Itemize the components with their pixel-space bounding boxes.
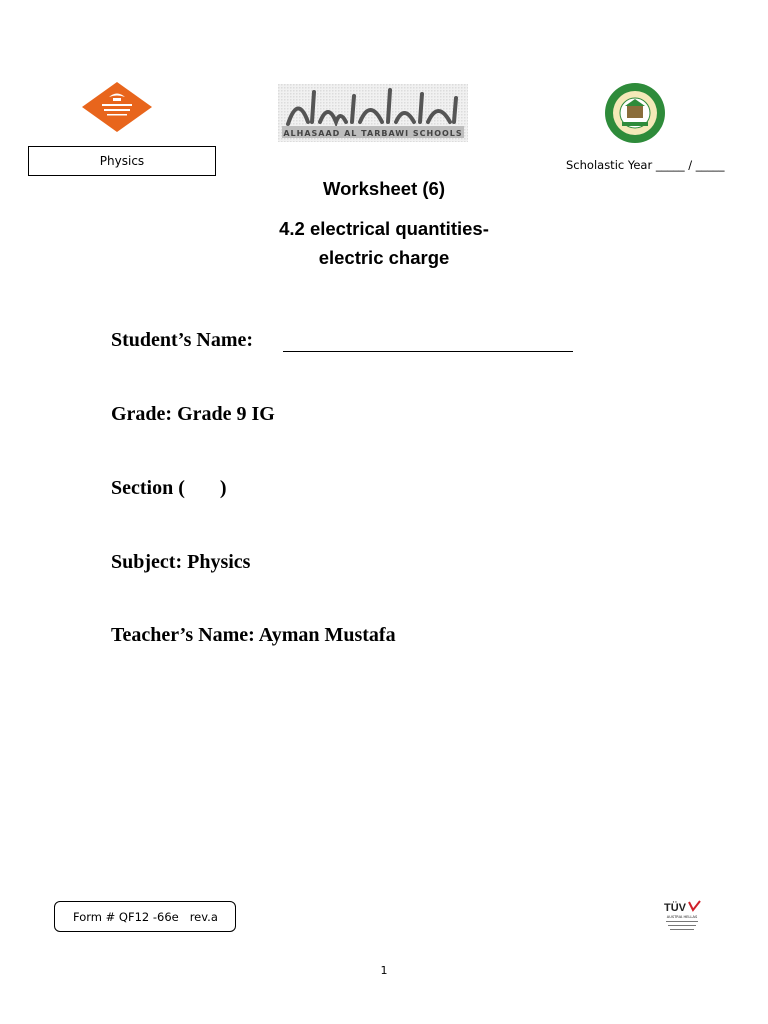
subject-field: Subject: Physics — [111, 551, 251, 573]
page-number: 1 — [380, 964, 388, 977]
teacher-name-field: Teacher’s Name: Ayman Mustafa — [111, 624, 396, 646]
student-name-line[interactable] — [283, 351, 573, 352]
green-circular-seal-logo — [600, 82, 670, 144]
worksheet-topic-line2: electric charge — [318, 247, 450, 268]
student-name-label: Student’s Name: — [111, 329, 254, 351]
svg-text:ALHASAAD AL TARBAWI SCHOOLS: ALHASAAD AL TARBAWI SCHOOLS — [283, 129, 463, 138]
worksheet-topic-line1: 4.2 electrical quantities- — [279, 218, 489, 239]
section-field: Section ( ) — [111, 477, 227, 499]
orange-diamond-logo — [82, 82, 152, 132]
svg-text:TÜV: TÜV — [664, 902, 686, 914]
svg-text:AUSTRIA HELLAS: AUSTRIA HELLAS — [666, 915, 698, 919]
tuv-austria-logo — [662, 900, 702, 934]
scholastic-year: Scholastic Year _____ / _____ — [566, 158, 725, 172]
alhasaad-altarbawi-schools-logo — [278, 84, 468, 142]
subject-box — [28, 146, 216, 176]
subject-box-label: Physics — [99, 154, 145, 168]
form-number: Form # QF12 -66e rev.a — [73, 909, 218, 924]
grade-field: Grade: Grade 9 IG — [111, 403, 275, 425]
form-number-box — [54, 901, 236, 932]
worksheet-title: Worksheet (6) — [323, 178, 445, 199]
